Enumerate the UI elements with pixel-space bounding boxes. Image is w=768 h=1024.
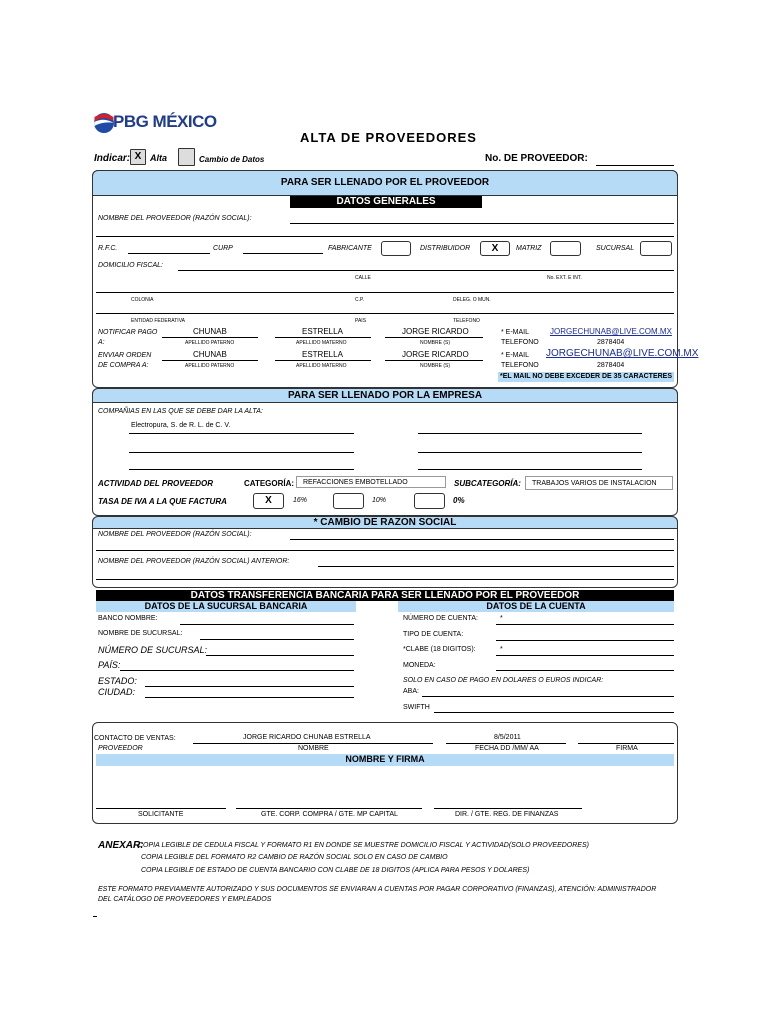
firma-line[interactable]	[578, 743, 674, 744]
categoria-value[interactable]: REFACCIONES EMBOTELLADO	[296, 476, 446, 488]
telefono-label-2: TELEFONO	[501, 362, 539, 369]
ciudad-field[interactable]	[145, 697, 354, 698]
nombres-caption-2: NOMBRE (S)	[420, 363, 450, 369]
pepsi-globe-icon	[93, 112, 115, 134]
nombre-caption: NOMBRE	[298, 745, 329, 752]
clabe-asterisk: *	[500, 646, 503, 653]
pais-caption: PAIS	[355, 318, 367, 324]
nombre-firma-header: NOMBRE Y FIRMA	[96, 754, 674, 766]
solo-dolares-label: SOLO EN CASO DE PAGO EN DOLARES O EUROS INDICAR:	[403, 677, 604, 684]
fecha-caption: FECHA DD /MM/ AA	[475, 745, 539, 752]
iva-16-label: 16%	[293, 497, 308, 504]
sucursal-label: SUCURSAL	[596, 245, 635, 252]
aba-label: ABA:	[403, 688, 419, 695]
nota-line-2: DEL CATÁLOGO DE PROVEEDORES Y EMPLEADOS	[98, 896, 272, 903]
enviar-label-2: DE COMPRA A:	[98, 362, 149, 369]
pais-label: PAÍS:	[98, 660, 121, 670]
aba-field[interactable]	[422, 696, 674, 697]
no-ext-caption: No. EXT. E INT.	[547, 275, 582, 281]
rfc-field[interactable]	[128, 253, 210, 254]
dir-gte-caption: DIR. / GTE. REG. DE FINANZAS	[455, 811, 559, 818]
swifth-field[interactable]	[434, 712, 674, 713]
no-proveedor-label: No. DE PROVEEDOR:	[485, 153, 588, 164]
separator-line-3	[96, 579, 674, 580]
nombre-proveedor-field[interactable]	[290, 223, 674, 224]
distribuidor-label: DISTRIBUIDOR	[420, 245, 471, 252]
telefono-caption: TELEFONO	[453, 318, 480, 324]
notificar-paterno: CHUNAB	[193, 327, 227, 336]
moneda-label: MONEDA:	[403, 662, 436, 669]
anexar-label: ANEXAR:	[98, 840, 144, 851]
contacto-ventas-label: CONTACTO DE VENTAS:	[94, 735, 176, 742]
notificar-telefono: 2878404	[597, 339, 625, 346]
contacto-nombre-line[interactable]	[193, 743, 433, 744]
nombre-proveedor-label: NOMBRE DEL PROVEEDOR (RAZÓN SOCIAL):	[98, 215, 252, 222]
sucursal-checkbox[interactable]	[640, 241, 672, 256]
colonia-caption: COLONIA	[131, 297, 154, 303]
pais-field[interactable]	[120, 670, 354, 671]
email-label-2: * E-MAIL	[501, 352, 530, 359]
nota-line-1: ESTE FORMATO PREVIAMENTE AUTORIZADO Y SUS DOCUMENTOS SE ENVIARAN A CUENTAS POR PAGAR CORPORATIVO (FINANZAS), ATENCIÓN: ADMINISTRADOR	[98, 886, 657, 893]
tasa-iva-label: TASA DE IVA A LA QUE FACTURA	[98, 497, 227, 506]
fabricante-label: FABRICANTE	[328, 245, 372, 252]
gte-corp-line[interactable]	[236, 808, 422, 809]
anexar-item-1: COPIA LEGIBLE DE CEDULA FISCAL Y FORMATO R1 EN DONDE SE MUESTRE DOMICILIO FISCAL Y ACTIVIDAD(SOLO PROVEEDORES)	[138, 842, 589, 849]
nombres-caption: NOMBRE (S)	[420, 340, 450, 346]
entidad-caption: ENTIDAD FEDERATIVA	[131, 318, 185, 324]
estado-label: ESTADO:	[98, 676, 137, 686]
sucursal-bancaria-header: DATOS DE LA SUCURSAL BANCARIA	[96, 601, 356, 612]
calle-field[interactable]	[178, 270, 674, 271]
fecha-value: 8/5/2011	[494, 734, 521, 741]
telefono-label-1: TELEFONO	[501, 339, 539, 346]
calle-caption: CALLE	[355, 275, 371, 281]
enviar-label-1: ENVIAR ORDEN	[98, 352, 152, 359]
rfc-label: R.F.C.	[98, 245, 118, 252]
estado-field[interactable]	[145, 686, 354, 687]
cambio-checkbox[interactable]	[178, 148, 195, 166]
contacto-ventas-value: JORGE RICARDO CHUNAB ESTRELLA	[243, 734, 371, 741]
numero-cuenta-field[interactable]	[496, 624, 674, 625]
moneda-field[interactable]	[496, 670, 674, 671]
numero-sucursal-label: NÚMERO DE SUCURSAL:	[98, 645, 208, 655]
dash-mark	[93, 916, 97, 917]
notificar-nombre-line[interactable]	[385, 337, 483, 338]
notificar-materno-line[interactable]	[275, 337, 371, 338]
compania-line-5[interactable]	[129, 469, 354, 470]
bancaria-header: DATOS TRANSFERENCIA BANCARIA PARA SER LLENADO POR EL PROVEEDOR	[96, 590, 674, 601]
ap-materno-caption: APELLIDO MATERNO	[296, 340, 347, 346]
curp-label: CURP	[213, 245, 233, 252]
cambio-razon-header: * CAMBIO DE RAZON SOCIAL	[92, 516, 678, 529]
colonia-field[interactable]	[96, 292, 674, 293]
nombre-anterior-label: NOMBRE DEL PROVEEDOR (RAZÓN SOCIAL) ANTERIOR:	[98, 558, 290, 565]
iva-10-checkbox[interactable]	[333, 493, 364, 509]
numero-cuenta-asterisk: *	[500, 615, 503, 622]
no-proveedor-field[interactable]	[596, 165, 674, 166]
subcategoria-label: SUBCATEGORÍA:	[454, 479, 521, 488]
ap-paterno-caption: APELLIDO PATERNO	[185, 340, 235, 346]
email-label-1: * E-MAIL	[501, 329, 530, 336]
enviar-nombre: JORGE RICARDO	[402, 350, 469, 359]
banco-field[interactable]	[180, 624, 354, 625]
notificar-label-2: A:	[98, 339, 105, 346]
actividad-label: ACTIVIDAD DEL PROVEEDOR	[98, 479, 213, 488]
notificar-nombre: JORGE RICARDO	[402, 327, 469, 336]
compania-line-1[interactable]	[129, 433, 354, 434]
companias-label: COMPAÑIAS EN LAS QUE SE DEBE DAR LA ALTA:	[98, 408, 263, 415]
clabe-label: *CLABE (18 DIGITOS):	[403, 646, 476, 653]
fabricante-checkbox[interactable]	[381, 241, 411, 256]
enviar-telefono: 2878404	[597, 362, 625, 369]
page-title: ALTA DE PROVEEDORES	[300, 130, 477, 145]
enviar-materno-line[interactable]	[275, 360, 371, 361]
ap-paterno-caption-2: APELLIDO PATERNO	[185, 363, 235, 369]
entidad-field[interactable]	[96, 313, 674, 314]
enviar-nombre-line[interactable]	[385, 360, 483, 361]
notificar-paterno-line[interactable]	[162, 337, 258, 338]
nombre-actual-label: NOMBRE DEL PROVEEDOR (RAZÓN SOCIAL):	[98, 531, 252, 538]
compania-line-4[interactable]	[418, 452, 642, 453]
datos-generales-header: DATOS GENERALES	[290, 196, 482, 208]
deleg-caption: DELEG. O MUN.	[453, 297, 491, 303]
domicilio-label: DOMICILIO FISCAL:	[98, 262, 163, 269]
solicitante-caption: SOLICITANTE	[138, 811, 184, 818]
nombre-sucursal-field[interactable]	[200, 639, 354, 640]
enviar-email[interactable]: JORGECHUNAB@LIVE.COM.MX	[546, 348, 699, 359]
categoria-label: CATEGORÍA:	[244, 479, 295, 488]
banco-label: BANCO NOMBRE:	[98, 615, 158, 622]
cp-caption: C.P.	[355, 297, 365, 303]
nombre-sucursal-label: NOMBRE DE SUCURSAL:	[98, 630, 183, 637]
cambio-label: Cambio de Datos	[199, 155, 265, 164]
indicar-label: Indicar:	[94, 153, 131, 164]
compania-1: Electropura, S. de R. L. de C. V.	[131, 422, 231, 429]
iva-0-label: 0%	[453, 496, 465, 505]
iva-0-checkbox[interactable]	[414, 493, 445, 509]
compania-line-6[interactable]	[418, 469, 642, 470]
separator-line	[96, 236, 674, 237]
notificar-email[interactable]: JORGECHUNAB@LIVE.COM.MX	[550, 327, 672, 336]
logo-text: PBG MÉXICO	[113, 112, 217, 131]
numero-sucursal-field[interactable]	[206, 655, 354, 656]
swifth-label: SWIFTH	[403, 704, 430, 711]
enviar-paterno: CHUNAB	[193, 350, 227, 359]
enviar-materno: ESTRELLA	[302, 350, 343, 359]
email-note: *EL MAIL NO DEBE EXCEDER DE 35 CARACTERES	[499, 373, 673, 380]
anexar-item-2: COPIA LEGIBLE DEL FORMATO R2 CAMBIO DE RAZÓN SOCIAL SOLO EN CASO DE CAMBIO	[141, 854, 448, 861]
tipo-cuenta-field[interactable]	[496, 640, 674, 641]
compania-line-2[interactable]	[418, 433, 642, 434]
empresa-section-header: PARA SER LLENADO POR LA EMPRESA	[92, 388, 678, 403]
clabe-field[interactable]	[496, 655, 674, 656]
matriz-checkbox[interactable]	[550, 241, 581, 256]
subcategoria-value[interactable]: TRABAJOS VARIOS DE INSTALACION	[525, 476, 673, 490]
ciudad-label: CIUDAD:	[98, 687, 136, 697]
matriz-label: MATRIZ	[516, 245, 542, 252]
dir-gte-line[interactable]	[434, 808, 582, 809]
iva-10-label: 10%	[372, 497, 387, 504]
solicitante-line[interactable]	[96, 808, 226, 809]
anexar-item-3: COPIA LEGIBLE DE ESTADO DE CUENTA BANCARIO CON CLABE DE 18 DIGITOS (APLICA PARA PESOS Y DOLARES)	[141, 867, 530, 874]
datos-cuenta-header: DATOS DE LA CUENTA	[398, 601, 674, 612]
nombre-actual-field[interactable]	[290, 539, 674, 540]
proveedor-caption: PROVEEDOR	[98, 745, 143, 752]
numero-cuenta-label: NÚMERO DE CUENTA:	[403, 615, 478, 622]
enviar-paterno-line[interactable]	[162, 360, 258, 361]
compania-line-3[interactable]	[129, 452, 354, 453]
separator-line-2	[96, 550, 674, 551]
proveedor-section-header: PARA SER LLENADO POR EL PROVEEDOR	[92, 170, 678, 196]
firma-caption: FIRMA	[616, 745, 638, 752]
iva-16-checkbox[interactable]: X	[253, 493, 284, 509]
alta-checkbox[interactable]: X	[130, 149, 146, 165]
ap-materno-caption-2: APELLIDO MATERNO	[296, 363, 347, 369]
nombre-anterior-field[interactable]	[318, 566, 674, 567]
notificar-label-1: NOTIFICAR PAGO	[98, 329, 158, 336]
distribuidor-checkbox[interactable]: X	[480, 241, 510, 256]
alta-label: Alta	[150, 153, 168, 163]
gte-corp-caption: GTE. CORP. COMPRA / GTE. MP CAPITAL	[261, 811, 398, 818]
curp-field[interactable]	[243, 253, 323, 254]
tipo-cuenta-label: TIPO DE CUENTA:	[403, 631, 464, 638]
fecha-line[interactable]	[446, 743, 566, 744]
notificar-materno: ESTRELLA	[302, 327, 343, 336]
